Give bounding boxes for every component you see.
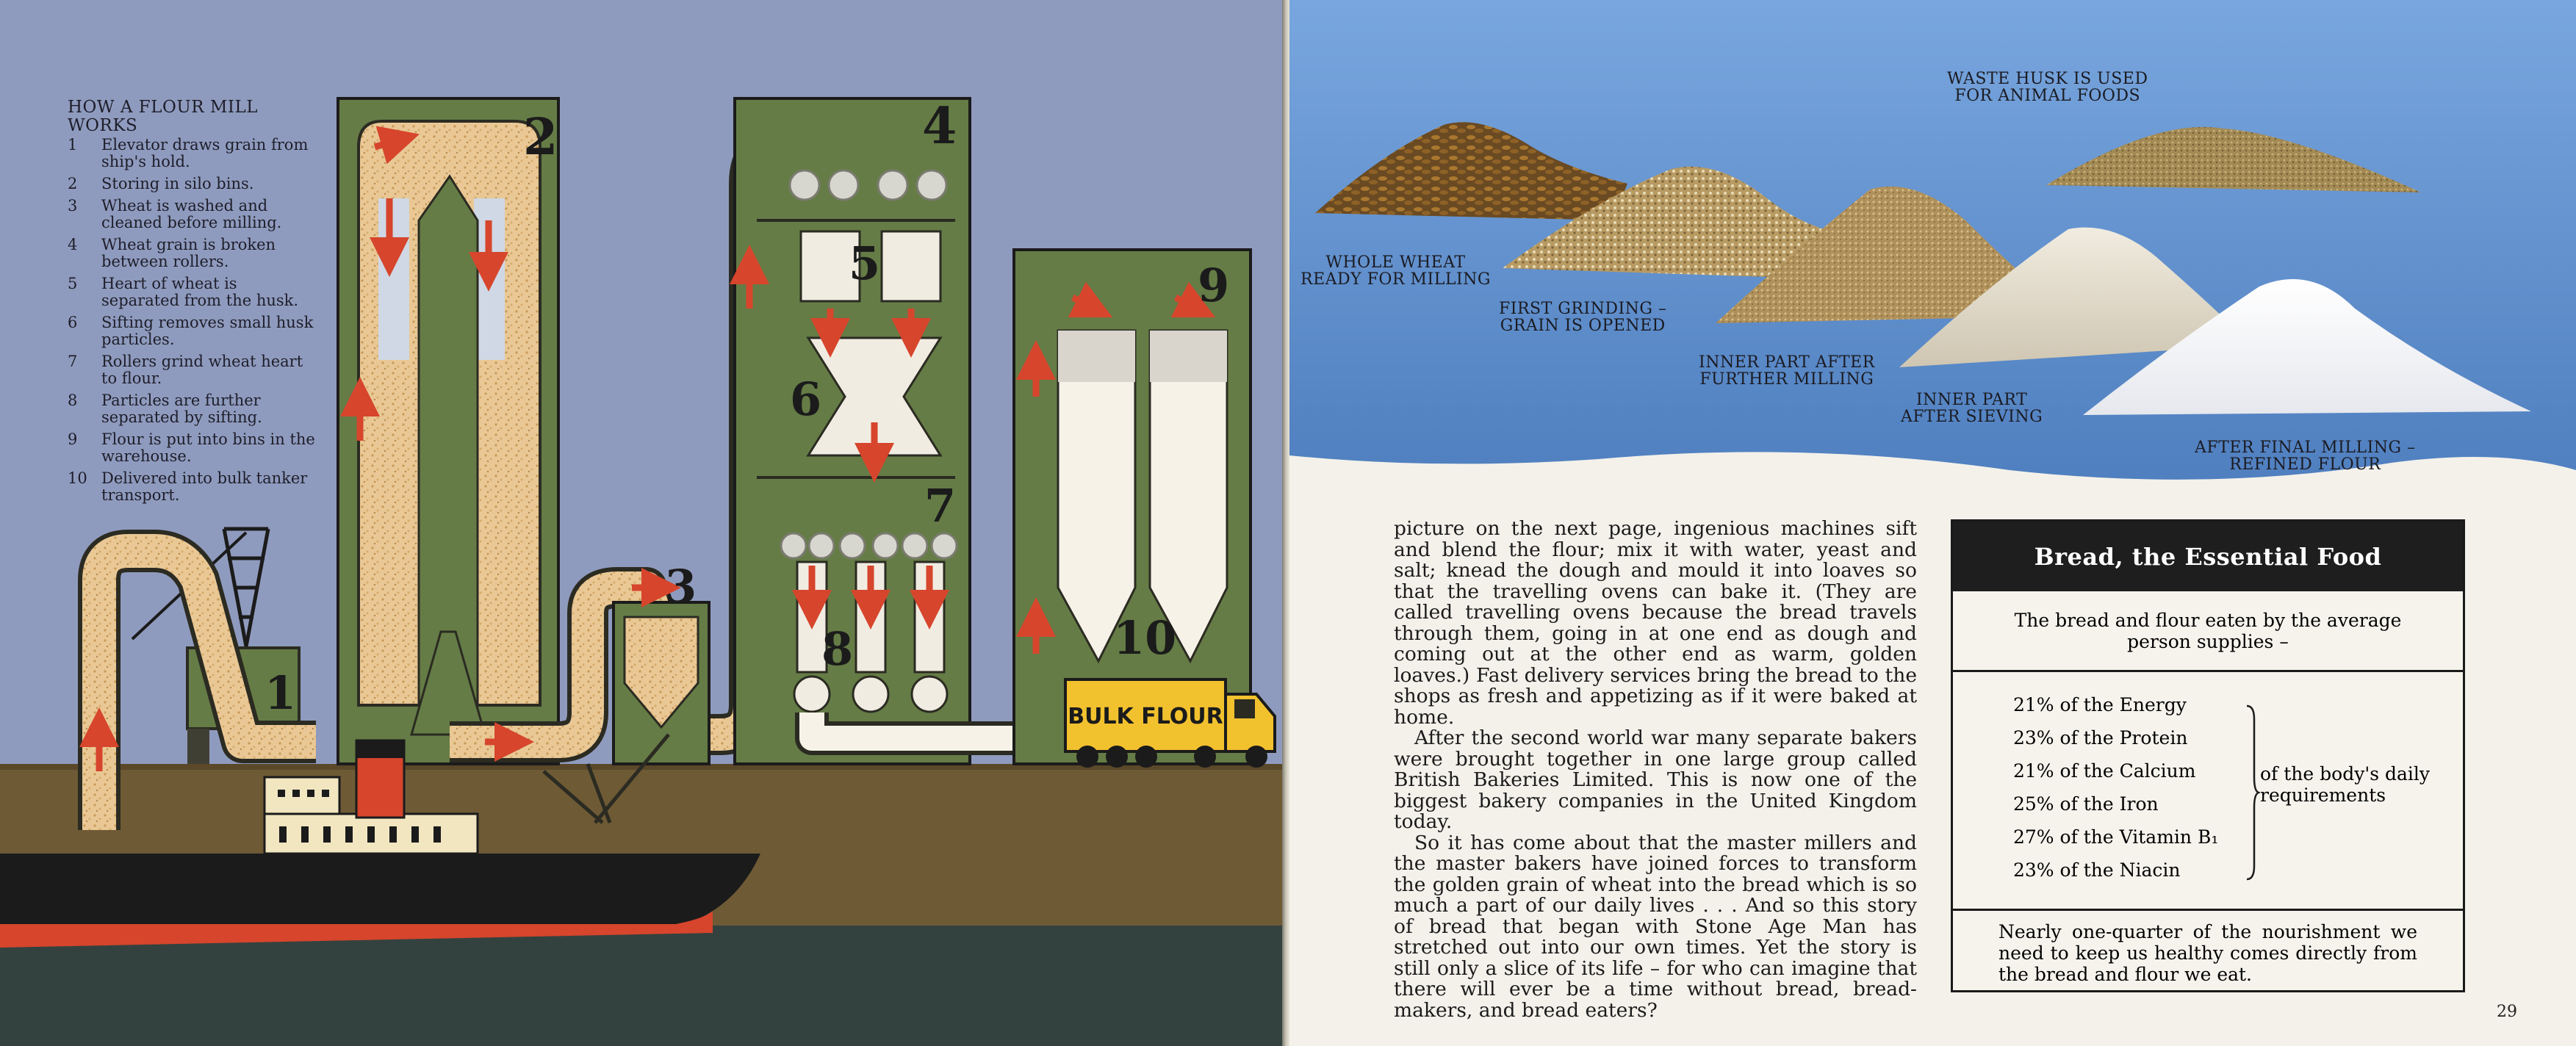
diagram-number-6: 6 [790, 372, 822, 426]
nutrient-item: 21% of the Calcium [2013, 760, 2196, 782]
nutrient-list [2013, 688, 2218, 887]
legend-text: Delivered into bulk tanker transport. [101, 469, 308, 504]
nutrient-item: 25% of the Iron [2013, 793, 2159, 815]
legend-number: 1 [68, 136, 78, 154]
label-whole-wheat [1300, 254, 1491, 288]
legend-number: 4 [68, 236, 78, 253]
legend-number: 6 [68, 314, 78, 331]
label-line: FURTHER MILLING [1699, 370, 1874, 389]
legend-item [68, 314, 317, 348]
nutrient-item: 23% of the Niacin [2013, 859, 2181, 881]
nutrient-list-section [1953, 672, 2463, 911]
legend-item [68, 275, 317, 309]
diagram-number-8: 8 [821, 622, 854, 676]
requirement-note: of the body's daily requirements [2260, 763, 2430, 806]
silo-building [338, 98, 558, 764]
legend-text: Rollers grind wheat heart to flour. [101, 353, 303, 387]
paragraph: So it has come about that the master millers and the master bakers have joined forces to transform the golden grain of wheat into the bread which is so much a part of our daily lives . . . And so this story of bread that began with Stone Age Man has stretched out into our own times. Yet the story is still only a slice of its life – for who can imagine that there will ever be a time without bread, bread-makers, and bread eaters? [1394, 831, 1917, 1022]
label-line: AFTER SIEVING [1901, 408, 2043, 426]
legend-number: 9 [68, 430, 78, 448]
legend-number: 8 [68, 392, 78, 409]
legend-text: Sifting removes small husk particles. [101, 314, 314, 348]
legend-item [68, 353, 317, 387]
body-text [1394, 519, 1917, 1021]
box-intro: The bread and flour eaten by the average person supplies – [1953, 591, 2463, 672]
nutrition-box [1951, 519, 2465, 992]
legend-text: Elevator draws grain from ship's hold. [101, 136, 309, 170]
label-line: FOR ANIMAL FOODS [1954, 87, 2141, 105]
label-line: INNER PART AFTER [1699, 353, 1875, 372]
nutrient-item: 21% of the Energy [2013, 694, 2187, 715]
diagram-number-9: 9 [1198, 259, 1230, 312]
diagram-number-5: 5 [849, 237, 881, 290]
label-inner-sieving [1901, 392, 2043, 425]
legend-title: HOW A FLOUR MILL WORKS [68, 98, 259, 135]
legend-item [68, 137, 317, 170]
legend-item [68, 470, 317, 504]
legend-number: 5 [68, 275, 78, 292]
brace-icon [2245, 704, 2260, 881]
left-page [0, 0, 1282, 1046]
legend-list [68, 137, 317, 509]
label-inner-further [1699, 354, 1875, 388]
right-page [1289, 0, 2576, 1046]
legend-text: Flour is put into bins in the warehouse. [101, 430, 315, 465]
label-line: WASTE HUSK IS USED [1947, 70, 2148, 88]
paragraph: picture on the next page, ingenious machines sift and blend the flour; mix it with water, yeast and salt; knead the dough and mould it into loaves so that the travelling ovens can bake it. (They are called travelling ovens because the bread travels through them, going in at one end as dough and coming out at the other end as warm, golden loaves.) Fast delivery services bring the bread to the shops as fresh and appetizing as if it were baked at home. [1394, 517, 1917, 729]
legend-number: 7 [68, 353, 78, 370]
label-first-grinding [1499, 300, 1666, 334]
paragraph: After the second world war many separate bakers were brought together in one large group called British Bakeries Limited. This is now one of the biggest bakery companies in the United Kingdom today. [1394, 726, 1917, 833]
diagram-number-10: 10 [1113, 611, 1177, 665]
label-line: AFTER FINAL MILLING – [2195, 439, 2416, 457]
label-line: FIRST GRINDING – [1499, 300, 1667, 318]
nutrient-item: 27% of the Vitamin B₁ [2013, 826, 2219, 848]
diagram-number-7: 7 [924, 479, 957, 533]
diagram-number-3: 3 [665, 560, 697, 613]
washing-building [614, 602, 709, 764]
legend-number: 3 [68, 197, 78, 214]
box-footer: Nearly one-quarter of the nourishment we need to keep us healthy comes directly from the bread and flour we eat. [1998, 921, 2417, 985]
legend-number: 2 [68, 175, 78, 192]
legend-text: Particles are further separated by sifting. [101, 392, 262, 426]
legend-item [68, 237, 317, 270]
label-refined-flour [2195, 439, 2416, 473]
legend-text: Wheat is washed and cleaned before milling. [101, 197, 282, 231]
legend-item [68, 431, 317, 465]
legend-item [68, 198, 317, 231]
diagram-number-2: 2 [523, 108, 558, 167]
box-title: Bread, the Essential Food [1953, 522, 2463, 591]
diagram-number-1: 1 [265, 666, 297, 720]
label-line: READY FOR MILLING [1300, 270, 1491, 289]
label-line: INNER PART [1915, 391, 2028, 409]
legend-number: 10 [68, 469, 87, 487]
legend-item [68, 392, 317, 426]
legend-text: Heart of wheat is separated from the husk. [101, 275, 299, 309]
label-line: GRAIN IS OPENED [1500, 317, 1666, 335]
label-line: WHOLE WHEAT [1325, 253, 1466, 272]
legend-text: Wheat grain is broken between rollers. [101, 236, 276, 270]
book-spine [1282, 0, 1289, 1046]
label-waste-husk [1947, 71, 2148, 104]
nutrient-item: 23% of the Protein [2013, 727, 2188, 749]
diagram-number-4: 4 [922, 97, 957, 156]
truck-label: BULK FLOUR [1068, 704, 1223, 729]
page-number: 29 [2497, 1003, 2517, 1021]
legend-text: Storing in silo bins. [101, 175, 254, 192]
label-line: REFINED FLOUR [2229, 455, 2381, 474]
legend-item [68, 176, 317, 192]
